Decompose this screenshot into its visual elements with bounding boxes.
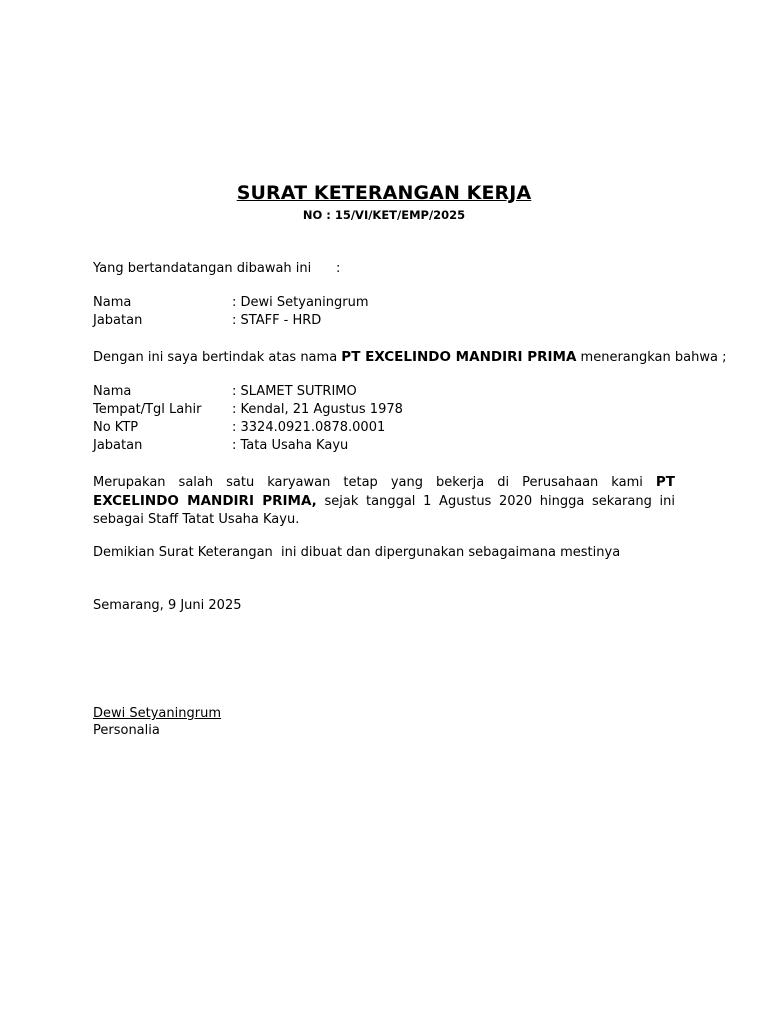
employee-ktp-row <box>93 419 385 437</box>
employee-birth-label: Tempat/Tgl Lahir <box>93 402 202 417</box>
body-paragraph <box>93 473 675 529</box>
closing-text: Demikian Surat Keterangan ini dibuat dan dipergunakan sebagaimana mestinya <box>93 545 621 560</box>
place-date: Semarang, 9 Juni 2025 <box>93 598 242 613</box>
employee-name-value: : SLAMET SUTRIMO <box>232 384 357 399</box>
body-pre: Merupakan salah satu karyawan tetap yang bekerja di Perusahaan kami <box>93 475 656 490</box>
employee-ktp-label: No KTP <box>93 420 139 435</box>
signer-name-value: : Dewi Setyaningrum <box>232 295 369 310</box>
signer-name-row <box>93 294 369 312</box>
signer-position-label: Jabatan <box>93 313 143 328</box>
intro-text: Yang bertandatangan dibawah ini : <box>93 261 341 276</box>
signature-role: Personalia <box>93 723 160 738</box>
statement-post: menerangkan bahwa ; <box>576 350 727 365</box>
employee-position-row <box>93 437 348 455</box>
employee-birth-value: : Kendal, 21 Agustus 1978 <box>232 402 403 417</box>
employee-position-label: Jabatan <box>93 438 143 453</box>
employee-birth-row <box>93 401 403 419</box>
signer-name-label: Nama <box>93 295 132 310</box>
statement-company: PT EXCELINDO MANDIRI PRIMA <box>341 349 577 365</box>
employee-position-value: : Tata Usaha Kayu <box>232 438 349 453</box>
statement-pre: Dengan ini saya bertindak atas nama <box>93 350 342 365</box>
employee-ktp-value: : 3324.0921.0878.0001 <box>232 420 386 435</box>
signer-position-value: : STAFF - HRD <box>232 313 322 328</box>
signer-position-row <box>93 312 321 330</box>
employee-name-row <box>93 383 357 401</box>
signature-name: Dewi Setyaningrum <box>93 706 221 721</box>
document-number: NO : 15/VI/KET/EMP/2025 <box>302 208 466 222</box>
statement-text <box>93 348 726 367</box>
employee-name-label: Nama <box>93 384 132 399</box>
body-post: sejak tanggal 1 Agustus 2020 hingga sekarang ini sebagai Staff Tatat Usaha Kayu. <box>93 494 676 527</box>
body-company: PT EXCELINDO MANDIRI PRIMA, <box>93 474 675 509</box>
document-title: SURAT KETERANGAN KERJA <box>236 182 532 204</box>
